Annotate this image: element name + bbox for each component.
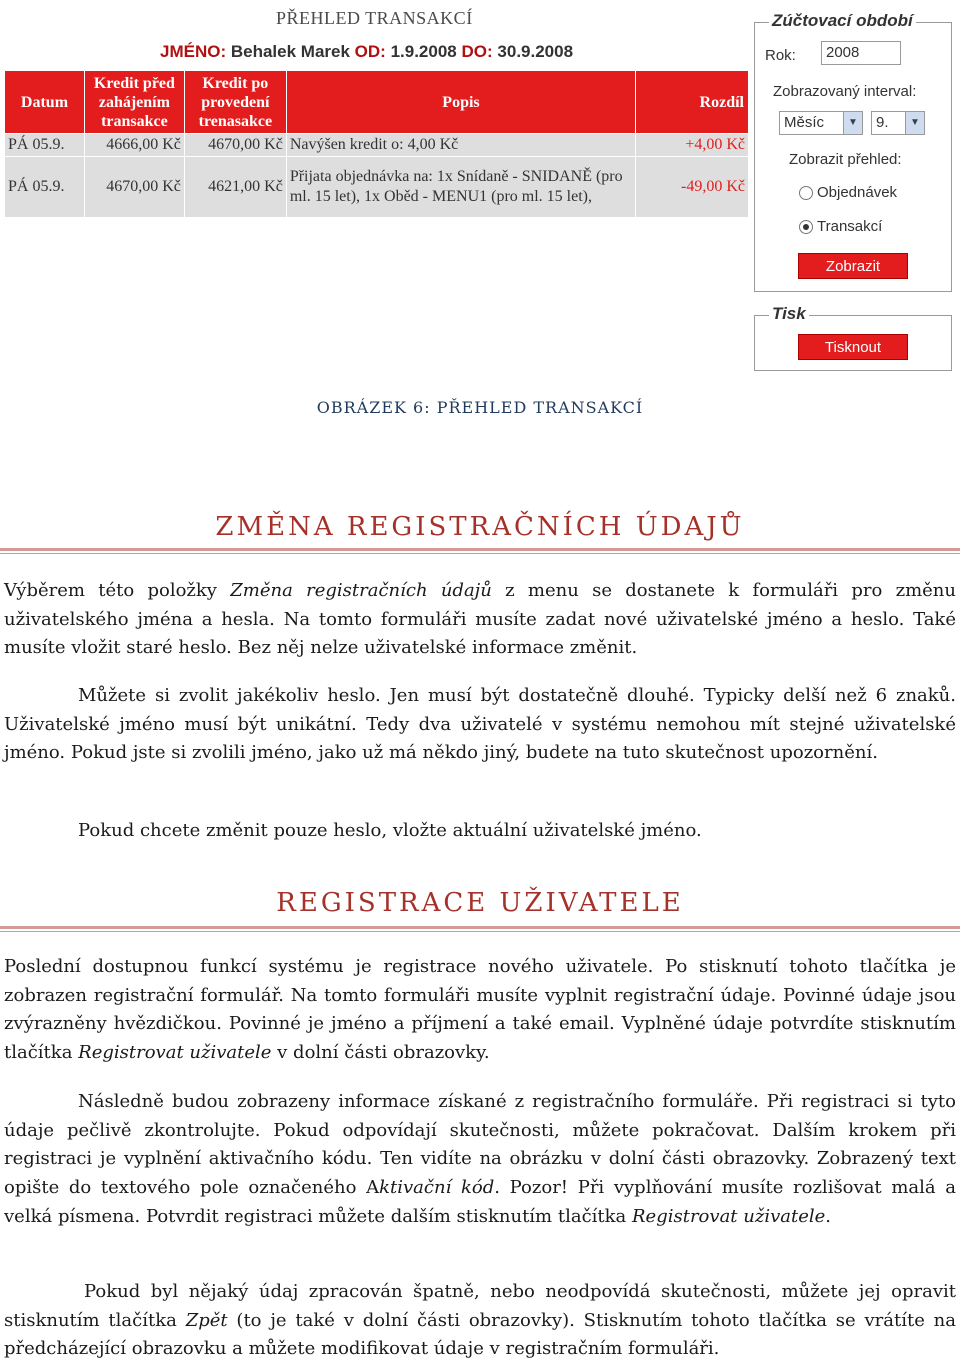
- cell-datum: PÁ 05.9.: [5, 134, 85, 157]
- view-label: Zobrazit přehled:: [789, 151, 902, 168]
- year-label: Rok:: [765, 47, 796, 64]
- heading-rule: [0, 548, 960, 554]
- overview-title: PŘEHLED TRANSAKCÍ: [276, 8, 473, 28]
- interval-label: Zobrazovaný interval:: [773, 83, 917, 100]
- paragraph: Můžete si zvolit jakékoliv heslo. Jen musí být dostatečně dlouhé. Typicky delší než 6 znaků. Uživatelské jméno musí být unikátní. Tedy dva uživatelé v systému nemohou mít stejné uživatelské jméno. Pokud jste si zvolili jméno, jako už má někdo jiný, budete na tuto skutečnost upozornění.: [4, 685, 956, 764]
- column-header: Rozdíl: [636, 71, 749, 134]
- column-header: Kredit před zahájením transakce: [84, 71, 184, 134]
- cell-difference: -49,00 Kč: [636, 157, 749, 218]
- cell-credit-after: 4621,00 Kč: [184, 157, 286, 218]
- transaction-overview-screenshot: [0, 0, 960, 380]
- table-row: [5, 134, 749, 157]
- paragraph: Poslední dostupnou funkcí systému je registrace nového uživatele. Po stisknutí tohoto tlačítka je zobrazen registrační formulář. Na tomto formuláři musíte vyplnit registrační údaje. Povinné údaje jsou zvýrazněny hvězdičkou. Povinné je jméno a příjmení a také email. Vyplněné údaje potvrdíte stisknutím tlačítka Registrovat uživatele v dolní části obrazovky.: [4, 956, 956, 1064]
- section-heading: REGISTRACE UŽIVATELE: [276, 888, 684, 918]
- show-button[interactable]: Zobrazit: [798, 253, 908, 279]
- cell-description: Navýšen kredit o: 4,00 Kč: [286, 134, 635, 157]
- paragraph: Následně budou zobrazeny informace získané z registračního formuláře. Při registraci si tyto údaje pečlivě zkontrolujte. Pokud odpovídají skutečnosti, můžete pokračovat. Dalším krokem při registraci je vyplnění aktivačního kódu. Ten vidíte na obrázku v dolní části obrazovky. Zobrazený text opište do textového pole označeného Aktivační kód. Pozor! Při vyplňování musíte rozlišovat malá a velká písmena. Potvrdit registraci můžete dalším stisknutím tlačítka Registrovat uživatele.: [4, 1091, 957, 1227]
- radio-orders[interactable]: [799, 183, 949, 203]
- name-label: JMÉNO:: [160, 42, 227, 61]
- column-header: Popis: [286, 71, 635, 134]
- heading-rule: [0, 926, 960, 932]
- paragraph: Pokud byl nějaký údaj zpracován špatně, nebo neodpovídá skutečnosti, můžete jej opravit stisknutím tlačítka Zpět (to je také v dolní části obrazovky). Stisknutím tohoto tlačítka se vrátíte na předcházející obrazovku a můžete modifikovat údaje v registračním formuláři.: [4, 1281, 957, 1360]
- radio-orders-label: Objednávek: [817, 184, 898, 201]
- month-select-value: 9.: [876, 114, 889, 131]
- paragraph: Výběrem této položky Změna registračních údajů z menu se dostanete k formuláři pro změnu uživatelského jména a hesla. Na tomto formuláři musíte zadat nové uživatelské jméno a heslo. Také musíte vložit staré heslo. Bez něj nelze uživatelské informace změnit.: [4, 580, 956, 659]
- billing-period-title: Zúčtovací období: [769, 11, 916, 31]
- column-header: Kredit po provedení trenasakce: [184, 71, 286, 134]
- chevron-down-icon: ▼: [843, 112, 862, 134]
- radio-transactions-label: Transakcí: [817, 218, 883, 235]
- radio-transactions[interactable]: [799, 217, 949, 237]
- od-value: 1.9.2008: [390, 42, 457, 61]
- radio-selected-icon: [799, 220, 813, 234]
- cell-datum: PÁ 05.9.: [5, 157, 85, 218]
- paragraph: Pokud chcete změnit pouze heslo, vložte aktuální uživatelské jméno.: [78, 820, 702, 841]
- cell-credit-after: 4670,00 Kč: [184, 134, 286, 157]
- interval-select-value: Měsíc: [784, 114, 825, 131]
- table-row: [5, 157, 749, 218]
- section-heading: ZMĚNA REGISTRAČNÍCH ÚDAJŮ: [215, 512, 745, 542]
- cell-difference: +4,00 Kč: [636, 134, 749, 157]
- table-header-row: [5, 71, 749, 134]
- user-period-line: [160, 42, 573, 62]
- do-label: DO:: [461, 42, 493, 61]
- name-value: Behalek Marek: [230, 42, 350, 61]
- radio-icon: [799, 186, 813, 200]
- month-select[interactable]: [871, 111, 925, 135]
- do-value: 30.9.2008: [497, 42, 574, 61]
- column-header: Datum: [5, 71, 85, 134]
- year-input[interactable]: 2008: [821, 41, 901, 65]
- cell-description: Přijata objednávka na: 1x Snídaně - SNIDANĚ (pro ml. 15 let), 1x Oběd - MENU1 (pro ml. 15 let),: [286, 157, 635, 218]
- transactions-table: [4, 70, 749, 218]
- figure-caption: OBRÁZEK 6: PŘEHLED TRANSAKCÍ: [316, 398, 644, 417]
- chevron-down-icon: ▼: [905, 112, 924, 134]
- print-title: Tisk: [769, 304, 809, 324]
- billing-period-panel: [754, 11, 952, 292]
- od-label: OD:: [354, 42, 386, 61]
- print-panel: [754, 304, 952, 371]
- cell-credit-before: 4666,00 Kč: [84, 134, 184, 157]
- cell-credit-before: 4670,00 Kč: [84, 157, 184, 218]
- print-button[interactable]: Tisknout: [798, 334, 908, 360]
- interval-select[interactable]: [779, 111, 863, 135]
